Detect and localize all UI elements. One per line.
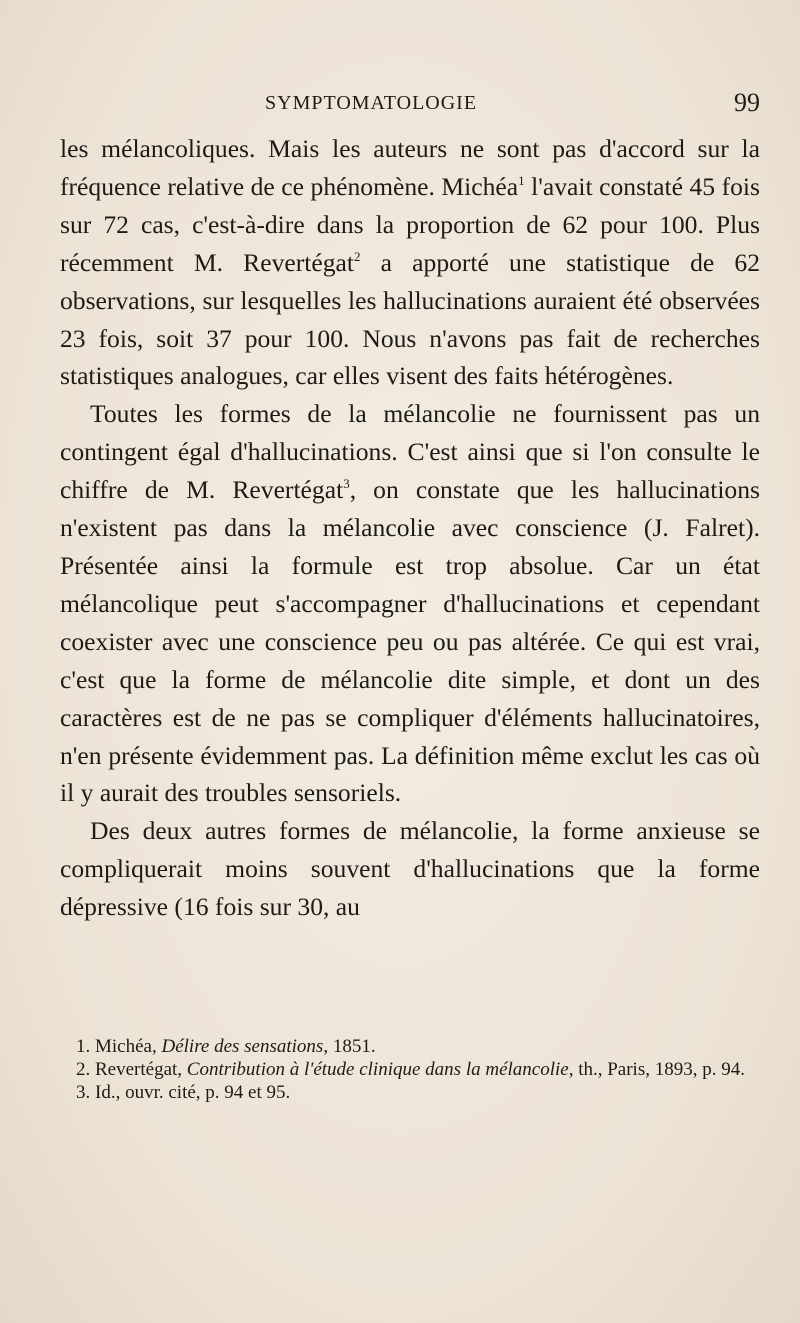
footnote-2-details: , th., Paris, 1893, p. 94. [568, 1059, 745, 1080]
paragraph-1-part-a: les mélancoliques. Mais les auteurs ne sont pas d'accord sur la fréquence relative de ce phénomène. Michéa [60, 134, 760, 201]
footnote-2-title: Contribution à l'étude clinique dans la mélancolie [186, 1059, 569, 1080]
page-header [60, 88, 760, 122]
paragraph-1 [60, 130, 760, 395]
paragraph-2-part-a: Toutes les formes de la mélancolie ne fournissent pas un contingent égal d'hallucinations. C'est ainsi que si l'on consulte le chiffre de M. Revertégat [60, 399, 760, 505]
footnote-1 [60, 1035, 760, 1058]
running-title: SYMPTOMATOLOGIE [265, 92, 478, 114]
body-text [60, 130, 760, 926]
page-number: 99 [734, 88, 760, 117]
footnote-2 [60, 1058, 760, 1081]
footnote-ref-2: 2 [354, 248, 361, 264]
paragraph-3: Des deux autres formes de mélancolie, la forme anxieuse se compliquerait moins souvent d'hallucinations que la forme dépressive (16 fois sur 30, au [60, 816, 760, 922]
footnote-ref-1: 1 [518, 172, 525, 188]
footnote-2-author: 2. Revertégat, [76, 1059, 187, 1080]
footnote-1-details: , 1851. [323, 1036, 376, 1057]
footnotes [60, 1035, 760, 1104]
footnote-1-title: Délire des sensations [161, 1036, 324, 1057]
footnote-3: 3. Id., ouvr. cité, p. 94 et 95. [76, 1082, 291, 1103]
footnote-ref-3: 3 [343, 476, 350, 492]
paragraph-1-part-b: l'avait constaté 45 fois sur 72 cas, c'est-à-dire dans la proportion de 62 pour 100. Plus récemment M. Revertégat [60, 171, 760, 277]
paragraph-2-part-b: , on constate que les hallucinations n'existent pas dans la mélancolie avec conscience (J. Falret). Présentée ainsi la formule est trop absolue. Car un état mélancolique peut s'accompagner d'hallucinations et cependant coexister avec une conscience peu ou pas altérée. Ce qui est vrai, c'est que la forme de mélancolie dite simple, et dont un des caractères est de ne pas se compliquer d'éléments hallucinatoires, n'en présente évidemment pas. La définition même exclut les cas où il y aurait des troubles sensoriels. [60, 475, 760, 808]
footnote-1-author: 1. Michéa, [76, 1036, 162, 1057]
paragraph-2 [60, 395, 760, 812]
paragraph-1-part-c: a apporté une statistique de 62 observations, sur lesquelles les hallucinations auraient été observées 23 fois, soit 37 pour 100. Nous n'avons pas fait de recherches statistiques analogues, car elles visent des faits hétérogènes. [60, 247, 760, 391]
